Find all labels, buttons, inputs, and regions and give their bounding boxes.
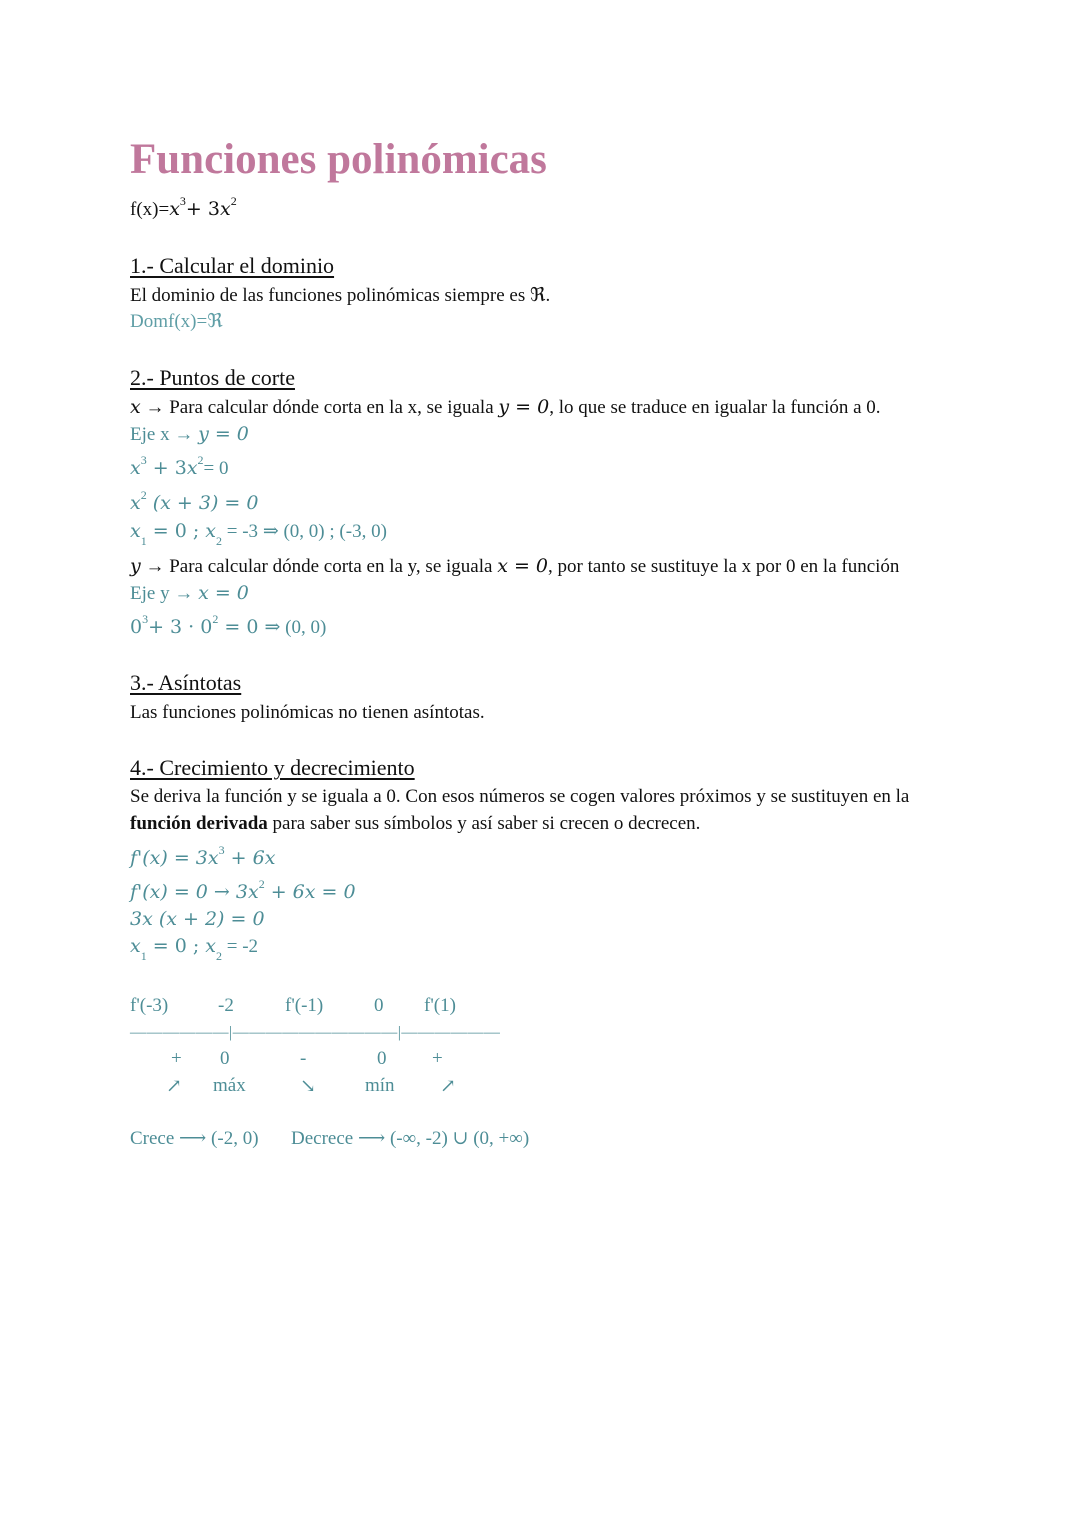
sign-table-min: mín — [365, 1075, 395, 1096]
sign-table-rule: ——————|——————————|—————— — [130, 1024, 501, 1041]
sign-table-top-1: f'(-3) — [130, 995, 169, 1016]
section-1-text: El dominio de las funciones polinómicas siempre es ℜ. — [130, 285, 551, 306]
increase-arrow-icon: ↗ — [166, 1076, 182, 1097]
function-definition: $f(x)=x^3+ 3x^2$ — [130, 194, 237, 220]
sign-table-sign-2: 0 — [220, 1048, 230, 1069]
derivative-eq-4: $x_1 = 0$ ; $x_2 = -2$ — [130, 935, 259, 963]
eje-y-line: Eje y → x = 0 — [130, 582, 249, 604]
sign-table-top-4: 0 — [374, 995, 384, 1016]
sign-table-top-3: f'(-1) — [285, 995, 324, 1016]
sign-table-sign-3: - — [300, 1048, 307, 1069]
derivative-eq-3: 3x (x + 2) = 0 — [130, 908, 265, 930]
sign-table-top-2: -2 — [218, 995, 234, 1016]
section-3-heading: 3.- Asíntotas — [130, 670, 242, 695]
derivative-eq-1: $f'(x) = 3x^3 + 6x$ — [130, 843, 276, 869]
crece-result: Crece ⟶ (-2, 0) — [130, 1128, 259, 1149]
increase-arrow-icon: ↗ — [440, 1076, 456, 1097]
domain-result: Domf(x)=ℜ — [130, 311, 223, 332]
section-4-text-line-2: función derivada para saber sus símbolos y así saber si crecen o decrecen. — [130, 813, 701, 834]
implies-icon: ⇒ — [264, 617, 281, 638]
sign-table-top-5: f'(1) — [424, 995, 456, 1016]
x-intercept-intro: x → Para calcular dónde corta en la x, se iguala y = 0, lo que se traduce en igualar la función a 0. — [130, 396, 881, 418]
section-2-heading: 2.- Puntos de corte — [130, 365, 295, 390]
sign-table-sign-1: + — [171, 1048, 182, 1069]
y-intercept-intro: y → Para calcular dónde corta en la y, se iguala x = 0, por tanto se sustituye la x por 0 en la función — [130, 555, 900, 577]
eje-x-line: Eje x → y = 0 — [130, 423, 249, 445]
decrease-arrow-icon: ↘ — [300, 1076, 316, 1097]
document-page — [130, 0, 990, 1525]
sign-table-sign-5: + — [432, 1048, 443, 1069]
x-eq-3: $x_1 = 0$ ; $x_2 = -3$ ⇒ (0, 0) ; (-3, 0) — [130, 520, 387, 548]
section-4-text-line-1: Se deriva la función y se iguala a 0. Con esos números se cogen valores próximos y se sustituyen en la — [130, 786, 910, 807]
sign-table-sign-4: 0 — [377, 1048, 387, 1069]
derivative-eq-2: $f'(x) = 0 \to 3x^2 + 6x = 0$ — [130, 877, 356, 903]
decrece-result: Decrece ⟶ (-∞, -2) ∪ (0, +∞) — [291, 1128, 530, 1149]
y-eq-1: $0^3+ 3 \cdot 0^2 = 0$ ⇒ (0, 0) — [130, 612, 327, 638]
page-title: Funciones polinómicas — [130, 136, 547, 183]
implies-icon: ⇒ — [262, 521, 279, 542]
section-4-heading: 4.- Crecimiento y decrecimiento — [130, 755, 415, 780]
x-eq-1: $x^3 + 3x^2= 0$ — [130, 453, 229, 479]
section-1-heading: 1.- Calcular el dominio — [130, 253, 335, 278]
sign-table-max: máx — [213, 1075, 246, 1096]
section-3-text: Las funciones polinómicas no tienen asíntotas. — [130, 702, 485, 723]
x-eq-2: $x^2$ (x + 3) = 0 — [130, 488, 259, 514]
